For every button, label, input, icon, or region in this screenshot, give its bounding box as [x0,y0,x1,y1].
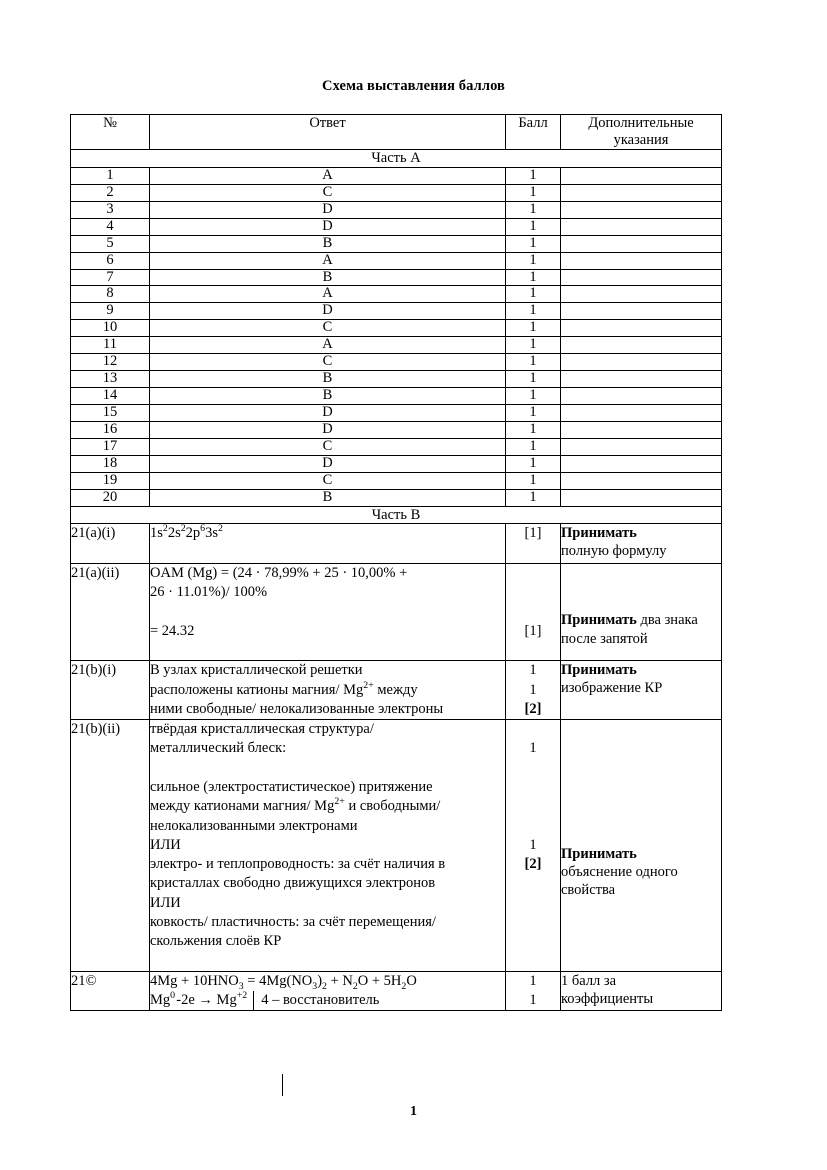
answer-line-1: твёрдая кристаллическая структура/ [150,721,374,738]
row-note [561,337,722,354]
table-row [71,286,722,303]
row-note [561,455,722,472]
row-answer: A [150,252,506,269]
row-mark [506,720,561,972]
table-row [71,320,722,337]
answer-line-5: нелокализованными электронами [150,817,358,834]
note-text: два знака после запятой [561,612,698,647]
row-number: 6 [71,252,150,269]
row-answer: D [150,405,506,422]
row-number: 2 [71,184,150,201]
row-note [561,472,722,489]
note-keyword: Принимать [561,612,637,629]
row-mark [506,661,561,720]
row-mark: 1 [506,201,561,218]
row-answer: D [150,303,506,320]
header-notes: Дополнительные указания [561,115,722,150]
row-note [561,184,722,201]
row-mark [506,971,561,1011]
table-row [71,303,722,320]
part-b-header-row [71,506,722,524]
row-mark: 1 [506,388,561,405]
row-note [561,218,722,235]
row-number: 8 [71,286,150,303]
table-row [71,405,722,422]
blank-line [561,797,721,816]
table-row-21aii [71,563,722,660]
redox-divider-extension [282,1074,283,1096]
row-number: 21© [71,971,150,1011]
table-row [71,388,722,405]
page-number: 1 [410,1104,417,1119]
row-note [561,286,722,303]
row-mark: 1 [506,303,561,320]
table-row [71,438,722,455]
row-note [561,661,722,720]
row-number: 18 [71,455,150,472]
row-number: 19 [71,472,150,489]
page-title: Схема выставления баллов [322,78,505,94]
blank-line [561,836,721,845]
electron-config: $1s^22s^22p^63s^2$ [150,523,223,542]
row-number: 20 [71,489,150,506]
table-header-row [71,115,722,150]
row-note [561,201,722,218]
row-note [561,320,722,337]
answer-line-6: ИЛИ [150,836,181,853]
row-answer: B [150,269,506,286]
half-reaction: Mg$^0$ $-2e \to Mg^{+2}$ 4 – восстановитель [150,992,379,1008]
row-answer: C [150,320,506,337]
row-answer [150,563,506,660]
row-note [561,971,722,1011]
row-number: 15 [71,405,150,422]
answer-line-3: = 24.32 [150,622,195,639]
row-number: 9 [71,303,150,320]
row-answer: B [150,388,506,405]
row-mark: 1 [506,472,561,489]
row-note [561,563,722,660]
blank-line [561,739,721,758]
blank-line [506,759,560,778]
blank-line [150,544,505,563]
answer-line-11: скольжения слоёв КР [150,933,282,950]
row-number: 13 [71,371,150,388]
row-answer: A [150,167,506,184]
note-text: полную формулу [561,543,667,560]
blank-line [506,564,560,583]
row-answer [150,524,506,564]
row-answer: C [150,472,506,489]
note-keyword: Принимать [561,845,637,862]
blank-line [561,759,721,778]
row-number: 10 [71,320,150,337]
row-note [561,303,722,320]
answer-line-2: 26 · 11.01%)/ 100% [150,584,268,601]
answer-line-3: ними свободные/ нелокализованные электроны [150,700,444,717]
blank-line [506,797,560,816]
blank-line [506,720,560,739]
table-row [71,337,722,354]
row-number: 5 [71,235,150,252]
table-row [71,218,722,235]
row-number: 21(b)(ii) [71,720,150,972]
table-row [71,235,722,252]
table-row [71,184,722,201]
row-mark: 1 [506,218,561,235]
part-a-header-row [71,150,722,168]
blank-line [561,817,721,836]
blank-line [150,952,505,971]
table-row [71,455,722,472]
row-note [561,388,722,405]
row-answer: B [150,235,506,252]
row-number: 14 [71,388,150,405]
blank-line [506,602,560,621]
table-row [71,167,722,184]
table-row [71,472,722,489]
table-row [71,371,722,388]
blank-line [150,759,505,778]
note-text: изображение КР [561,680,663,697]
row-mark: [1] [506,524,561,564]
blank-line [561,602,721,611]
header-mark: Балл [506,115,561,150]
row-number: 12 [71,354,150,371]
row-answer: B [150,489,506,506]
blank-line [561,778,721,797]
row-mark [506,563,561,660]
part-a-label: Часть А [71,150,722,168]
header-number: № [71,115,150,150]
row-mark: 1 [506,286,561,303]
row-number: 21(a)(ii) [71,563,150,660]
note-line-2: коэффициенты [561,990,654,1007]
note-line-1: 1 балл за [561,972,617,989]
mark-1: 1 [529,662,537,679]
row-mark: 1 [506,184,561,201]
row-mark: 1 [506,167,561,184]
row-mark: 1 [506,455,561,472]
row-number: 7 [71,269,150,286]
row-answer: C [150,354,506,371]
row-note [561,720,722,972]
blank-line [506,583,560,602]
row-answer: C [150,438,506,455]
answer-line-1: В узлах кристаллической решетки [150,662,363,679]
table-row-21bi [71,661,722,720]
row-note [561,371,722,388]
answer-line-2: металлический блеск: [150,740,287,757]
mark-1: 1 [529,740,537,757]
row-note [561,252,722,269]
answer-line-1: OAM (Mg) = (24 · 78,99% + 25 · 10,00% + [150,564,408,581]
table-row [71,354,722,371]
row-mark: 1 [506,337,561,354]
mark-total: [2] [524,700,542,717]
mark-2: 1 [529,681,537,698]
row-number: 1 [71,167,150,184]
row-mark: 1 [506,354,561,371]
table-row [71,489,722,506]
table-row [71,269,722,286]
table-row-21bii [71,720,722,972]
answer-line-7: электро- и теплопроводность: за счёт наличия в [150,856,446,873]
row-note [561,405,722,422]
row-mark: 1 [506,320,561,337]
answer-line-3: сильное (электростатистическое) притяжение [150,778,433,795]
blank-line [506,778,560,797]
row-answer: C [150,184,506,201]
row-number: 21(b)(i) [71,661,150,720]
row-answer: A [150,286,506,303]
blank-line [150,641,505,660]
row-answer: D [150,421,506,438]
table-row-21ai [71,524,722,564]
row-mark: 1 [506,269,561,286]
table-row-21c [71,971,722,1011]
row-answer: D [150,455,506,472]
mark-total: [1] [524,622,542,639]
chemical-equation: $4Mg + 10HNO_3 = 4Mg(NO_3)_2 + N_2O + 5H_2O$ [150,972,417,992]
blank-line [561,564,721,583]
blank-line [506,817,560,836]
marking-scheme-table [70,114,722,1011]
note-keyword: Принимать [561,662,637,679]
header-answer: Ответ [150,115,506,150]
blank-line [150,602,505,621]
row-mark: 1 [506,438,561,455]
row-note [561,489,722,506]
note-text: объяснение одного свойства [561,863,678,899]
row-answer: D [150,201,506,218]
row-answer: D [150,218,506,235]
row-number: 21(a)(i) [71,524,150,564]
row-mark: 1 [506,489,561,506]
row-number: 4 [71,218,150,235]
row-mark: 1 [506,421,561,438]
row-note [561,269,722,286]
answer-line-9: ИЛИ [150,894,181,911]
row-number: 11 [71,337,150,354]
mark-total: [2] [524,856,542,873]
row-mark: 1 [506,405,561,422]
row-number: 16 [71,421,150,438]
table-row [71,421,722,438]
row-answer: A [150,337,506,354]
answer-line-2: расположены катионы магния/ $Mg^{2+}$ между [150,679,418,698]
row-note [561,524,722,564]
row-answer [150,720,506,972]
row-note [561,438,722,455]
row-note [561,354,722,371]
row-answer [150,971,506,1011]
blank-line [561,720,721,739]
mark-1: 1 [529,972,537,989]
row-mark: 1 [506,235,561,252]
mark-2: 1 [529,992,537,1009]
row-answer [150,661,506,720]
note-keyword: Принимать [561,525,637,542]
row-note [561,235,722,252]
table-row [71,201,722,218]
answer-line-4: между катионами магния/ $Mg^{2+}$ и свободными/ [150,796,441,815]
row-note [561,167,722,184]
row-mark: 1 [506,252,561,269]
row-number: 3 [71,201,150,218]
mark-2: 1 [529,836,537,853]
row-mark: 1 [506,371,561,388]
row-number: 17 [71,438,150,455]
table-row [71,252,722,269]
reduction-label: 4 – восстановитель [253,991,379,1010]
part-b-label: Часть В [71,506,722,524]
blank-line [561,583,721,602]
row-note [561,421,722,438]
answer-line-8: кристаллах свободно движущихся электронов [150,875,436,892]
row-answer: B [150,371,506,388]
answer-line-10: ковкость/ пластичность: за счёт перемещения/ [150,913,436,930]
